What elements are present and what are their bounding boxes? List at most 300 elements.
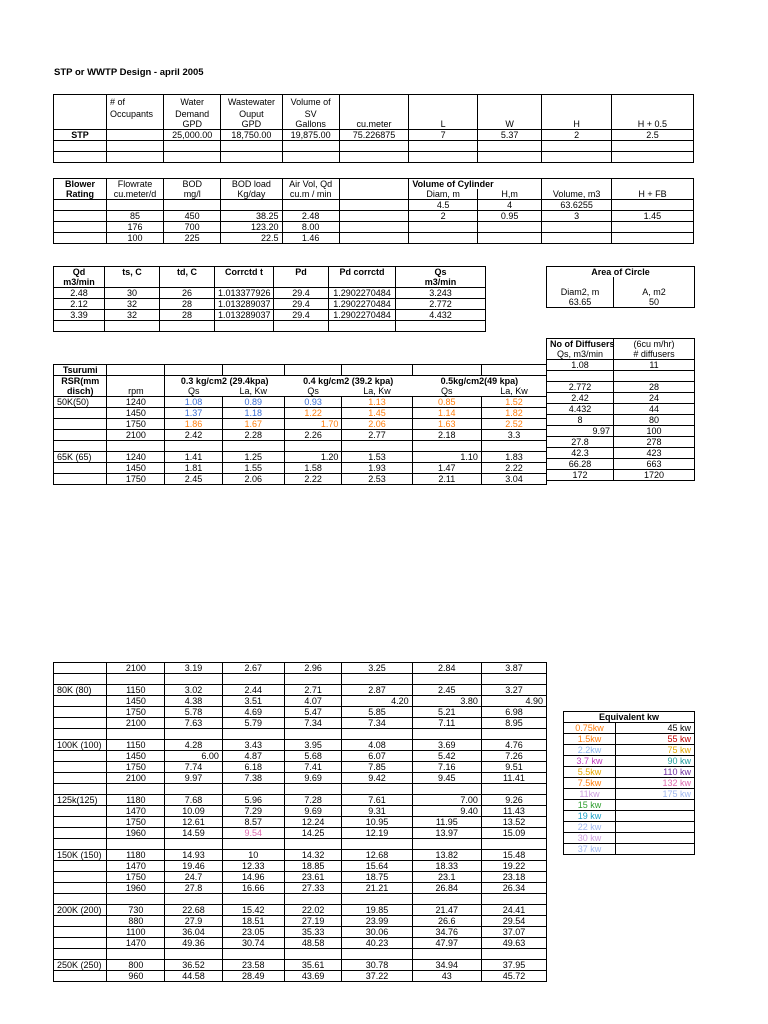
table-cell: m3/min	[396, 277, 486, 288]
table-cell: 1470	[107, 938, 165, 949]
table-cell	[284, 674, 342, 685]
table-cell	[54, 817, 107, 828]
table-cell: 29.4	[274, 310, 329, 321]
table-cell: Rating	[54, 189, 107, 200]
table-cell: 1.63	[412, 419, 481, 430]
table-cell: ts, C	[105, 267, 160, 278]
table-cell: 0.5kg/cm2(49 kpa)	[412, 376, 546, 387]
table-cell: 3.27	[481, 685, 546, 696]
table-cell: Qd	[54, 267, 105, 278]
table-row	[54, 751, 547, 762]
table-cell	[165, 674, 223, 685]
table-cell: STP	[54, 129, 107, 140]
table-cell: 2.96	[284, 663, 342, 674]
table-cell	[409, 109, 478, 119]
table-cell: 2	[409, 211, 478, 222]
table-cell	[614, 371, 695, 382]
table-cell: 4.87	[222, 751, 284, 762]
diffuser-header-row	[547, 349, 695, 360]
table-cell: 1.52	[481, 397, 546, 408]
tsurumi-continued-table	[53, 662, 547, 982]
table-cell: 12.24	[284, 817, 342, 828]
table-row	[54, 740, 547, 751]
table-cell: 1750	[107, 872, 165, 883]
table-cell: 49.36	[165, 938, 223, 949]
table-cell: 9.69	[284, 773, 342, 784]
equivalent-kw-table	[563, 711, 695, 855]
table-cell: 278	[614, 437, 695, 448]
table-cell: 1450	[107, 751, 165, 762]
table-cell: 28	[160, 299, 215, 310]
table-cell: 5.37	[477, 129, 541, 140]
table-cell: 2.71	[284, 685, 342, 696]
table-cell: 3.69	[412, 740, 481, 751]
table-cell: 15.64	[342, 861, 412, 872]
table-cell: 2100	[107, 718, 165, 729]
table-cell: 80K (80)	[54, 685, 107, 696]
table-cell: 1450	[107, 463, 165, 474]
table-cell: 3.04	[481, 474, 546, 485]
table-cell: 1.93	[342, 463, 412, 474]
table-cell: 5.47	[284, 707, 342, 718]
table-cell: H,m	[477, 189, 541, 200]
table-cell	[54, 861, 107, 872]
table-cell: 8.00	[282, 222, 339, 233]
table-cell	[54, 419, 107, 430]
table-cell: 75.226875	[339, 129, 409, 140]
table-cell: 7.34	[342, 718, 412, 729]
diffuser-header-row	[547, 339, 695, 350]
table-cell: 66.28	[547, 459, 614, 470]
table-cell: 4.07	[284, 696, 342, 707]
table-cell	[409, 222, 478, 233]
table-cell	[339, 140, 409, 151]
table-cell	[107, 894, 165, 905]
blank-row	[547, 328, 695, 339]
table-cell	[54, 971, 107, 982]
table-cell	[481, 894, 546, 905]
table-cell: 35.33	[284, 927, 342, 938]
table-cell: 4.20	[342, 696, 412, 707]
table-cell: 22.02	[284, 905, 342, 916]
table-cell: W	[477, 119, 541, 130]
table-cell: 1.08	[165, 397, 223, 408]
table-cell	[54, 751, 107, 762]
table-cell	[339, 95, 409, 109]
table-cell: 6.98	[481, 707, 546, 718]
table-cell: 38.25	[221, 211, 282, 222]
table-cell: 23.1	[412, 872, 481, 883]
table-cell: 9.45	[412, 773, 481, 784]
table-cell	[542, 151, 612, 162]
stp-data-row	[54, 129, 694, 140]
table-cell: 1.5kw	[564, 734, 616, 745]
table-cell: 18.33	[412, 861, 481, 872]
table-cell: 12.68	[342, 850, 412, 861]
table-cell	[616, 811, 695, 822]
table-cell: 0.4 kg/cm2 (39.2 kpa)	[284, 376, 412, 387]
equiv-header-row	[564, 712, 695, 723]
table-cell: 14.32	[284, 850, 342, 861]
table-cell: 200K (200)	[54, 905, 107, 916]
table-cell	[412, 784, 481, 795]
circle-header-row	[547, 287, 695, 297]
table-cell: 14.25	[284, 828, 342, 839]
table-cell: 10.09	[165, 806, 223, 817]
blank-row	[54, 729, 547, 740]
table-cell: 42.3	[547, 448, 614, 459]
table-cell	[611, 109, 693, 119]
table-cell	[54, 233, 107, 244]
table-cell: 37.95	[481, 960, 546, 971]
table-cell: 1960	[107, 828, 165, 839]
table-cell	[284, 949, 342, 960]
table-cell	[54, 839, 107, 850]
table-cell	[409, 151, 478, 162]
table-cell: GPD	[164, 119, 221, 130]
table-cell: Qs	[284, 386, 342, 397]
table-cell	[54, 663, 107, 674]
table-cell: L	[409, 119, 478, 130]
table-cell	[342, 784, 412, 795]
table-row	[54, 916, 547, 927]
table-cell: 1.25	[222, 452, 284, 463]
table-cell: 44.58	[165, 971, 223, 982]
table-cell	[222, 729, 284, 740]
table-cell: 7.63	[165, 718, 223, 729]
table-cell	[342, 839, 412, 850]
table-cell	[164, 151, 221, 162]
table-cell	[107, 949, 165, 960]
table-cell	[282, 200, 339, 211]
table-cell: 3.3	[481, 430, 546, 441]
tsurumi-blower-table	[53, 364, 547, 485]
table-cell: 4.28	[165, 740, 223, 751]
table-cell: 1100	[107, 927, 165, 938]
table-cell: 7.29	[222, 806, 284, 817]
table-cell: cu.m / min	[282, 189, 339, 200]
table-cell: 7.68	[165, 795, 223, 806]
table-cell	[164, 200, 221, 211]
table-cell	[54, 916, 107, 927]
table-cell: 123.20	[221, 222, 282, 233]
table-cell	[284, 784, 342, 795]
table-cell	[616, 833, 695, 844]
stp-header-row	[54, 119, 694, 130]
table-cell: rpm	[107, 386, 165, 397]
table-cell: 7.38	[222, 773, 284, 784]
table-cell: 0.95	[477, 211, 541, 222]
table-cell: 15.48	[481, 850, 546, 861]
table-cell: # diffusers	[614, 349, 695, 360]
table-cell	[477, 109, 541, 119]
equiv-row	[564, 789, 695, 800]
table-cell: 2.12	[54, 299, 105, 310]
table-cell	[105, 321, 160, 332]
table-cell	[329, 277, 396, 288]
table-cell: 2.22	[481, 463, 546, 474]
blank-row	[547, 318, 695, 328]
table-cell: La, Kw	[222, 386, 284, 397]
diffuser-row	[547, 470, 695, 481]
stp-header-row	[54, 109, 694, 119]
table-cell: 24	[614, 393, 695, 404]
table-cell: 44	[614, 404, 695, 415]
table-row	[54, 685, 547, 696]
table-cell: 1.53	[342, 452, 412, 463]
table-cell: 30.78	[342, 960, 412, 971]
table-cell: 2.67	[222, 663, 284, 674]
table-cell: Gallons	[282, 119, 339, 130]
table-cell: Wastewater	[221, 95, 282, 109]
table-row	[54, 397, 547, 408]
table-cell	[611, 233, 693, 244]
table-cell: 11.95	[412, 817, 481, 828]
table-cell: 1.70	[284, 419, 342, 430]
table-cell	[614, 308, 695, 319]
table-cell	[342, 441, 412, 452]
table-cell: 3.51	[222, 696, 284, 707]
table-cell: 0.75kw	[564, 723, 616, 734]
table-cell: 28	[160, 310, 215, 321]
table-cell: 23.18	[481, 872, 546, 883]
table-cell: 1.2902270484	[329, 310, 396, 321]
table-cell: 30.74	[222, 938, 284, 949]
table-cell: 100	[614, 426, 695, 437]
table-cell: La, Kw	[481, 386, 546, 397]
equiv-row	[564, 756, 695, 767]
table-cell: 5.42	[412, 751, 481, 762]
table-cell	[54, 718, 107, 729]
table-row	[54, 971, 547, 982]
table-cell: 0.93	[284, 397, 342, 408]
table-row	[54, 905, 547, 916]
area-of-circle-table	[546, 266, 695, 481]
table-cell	[614, 328, 695, 339]
table-cell: 1.86	[165, 419, 223, 430]
table-cell	[547, 277, 614, 287]
table-cell	[54, 441, 107, 452]
table-cell	[107, 839, 165, 850]
table-cell: 22.68	[165, 905, 223, 916]
table-cell	[274, 277, 329, 288]
equiv-row	[564, 822, 695, 833]
table-cell	[221, 151, 282, 162]
table-cell: 2.53	[342, 474, 412, 485]
table-cell: 2.06	[342, 419, 412, 430]
table-cell	[412, 949, 481, 960]
table-cell: 12.33	[222, 861, 284, 872]
table-cell: 8.57	[222, 817, 284, 828]
table-row	[54, 817, 547, 828]
table-cell	[284, 365, 342, 376]
table-cell	[222, 839, 284, 850]
table-cell: 2.87	[342, 685, 412, 696]
table-cell: 1450	[107, 408, 165, 419]
table-cell: 1.47	[412, 463, 481, 474]
table-cell: 6.07	[342, 751, 412, 762]
table-cell	[409, 140, 478, 151]
table-cell	[284, 839, 342, 850]
table-cell: No of Diffusers	[547, 339, 614, 350]
diffuser-row	[547, 459, 695, 470]
table-cell: 1750	[107, 419, 165, 430]
table-cell	[481, 674, 546, 685]
tsurumi-header-row	[54, 376, 547, 387]
table-cell: cu.meter/d	[106, 189, 163, 200]
table-cell: 21.21	[342, 883, 412, 894]
blank-row	[54, 140, 694, 151]
table-cell: H + FB	[611, 189, 693, 200]
table-cell: 3	[542, 211, 612, 222]
table-cell: 1.37	[165, 408, 223, 419]
table-cell	[107, 674, 165, 685]
table-cell	[481, 729, 546, 740]
blower-data-row	[54, 200, 694, 211]
table-cell: 7.74	[165, 762, 223, 773]
table-cell: 63.6255	[542, 200, 612, 211]
table-cell: 35.61	[284, 960, 342, 971]
table-cell: 2.772	[396, 299, 486, 310]
table-cell	[481, 784, 546, 795]
table-cell: 1.67	[222, 419, 284, 430]
table-cell	[412, 365, 481, 376]
table-cell: 9.31	[342, 806, 412, 817]
table-row	[54, 718, 547, 729]
table-cell	[54, 938, 107, 949]
table-cell: 4.432	[396, 310, 486, 321]
table-cell: 2.06	[222, 474, 284, 485]
table-cell: 12.19	[342, 828, 412, 839]
table-cell	[611, 95, 693, 109]
table-cell: Area of Circle	[547, 267, 695, 278]
circle-header-row	[547, 267, 695, 278]
table-cell: 2.5	[611, 129, 693, 140]
table-cell: 8.95	[481, 718, 546, 729]
table-row	[54, 452, 547, 463]
table-cell: 7.11	[412, 718, 481, 729]
table-cell: 9.54	[222, 828, 284, 839]
table-cell	[412, 674, 481, 685]
table-cell: 5.68	[284, 751, 342, 762]
table-cell	[107, 729, 165, 740]
diffuser-row	[547, 393, 695, 404]
table-cell	[477, 151, 541, 162]
table-cell: 14.59	[165, 828, 223, 839]
table-cell: 2.52	[481, 419, 546, 430]
table-cell: 2.28	[222, 430, 284, 441]
table-cell: 49.63	[481, 938, 546, 949]
table-cell	[215, 321, 274, 332]
table-cell: BOD load	[221, 179, 282, 190]
table-row	[54, 927, 547, 938]
table-cell: 3.43	[222, 740, 284, 751]
table-cell: Qs	[396, 267, 486, 278]
table-cell	[222, 365, 284, 376]
table-cell: A, m2	[614, 287, 695, 297]
table-cell: 32	[105, 310, 160, 321]
table-cell	[547, 371, 614, 382]
table-cell: 9.97	[165, 773, 223, 784]
table-cell: 37.22	[342, 971, 412, 982]
table-cell: 21.47	[412, 905, 481, 916]
table-cell	[329, 321, 396, 332]
table-cell: 22 kw	[564, 822, 616, 833]
table-cell: 75 kw	[616, 745, 695, 756]
table-cell	[477, 95, 541, 109]
table-cell: Kg/day	[221, 189, 282, 200]
table-cell: 48.58	[284, 938, 342, 949]
blank-row	[547, 277, 695, 287]
table-row	[54, 762, 547, 773]
table-cell: 1470	[107, 806, 165, 817]
equiv-row	[564, 800, 695, 811]
table-cell: 3.39	[54, 310, 105, 321]
table-cell: 27.8	[165, 883, 223, 894]
table-cell: Qs, m3/min	[547, 349, 614, 360]
stp-header-row	[54, 95, 694, 109]
table-row	[54, 773, 547, 784]
table-cell: Pd	[274, 267, 329, 278]
table-cell: 4.38	[165, 696, 223, 707]
table-cell	[481, 441, 546, 452]
table-cell: Qs	[165, 386, 223, 397]
table-cell: 37.07	[481, 927, 546, 938]
table-cell: 55 kw	[616, 734, 695, 745]
table-cell	[616, 800, 695, 811]
table-cell: 2.48	[54, 288, 105, 299]
table-cell: 1470	[107, 861, 165, 872]
table-cell: 37 kw	[564, 844, 616, 855]
table-cell: 23.61	[284, 872, 342, 883]
table-cell	[542, 95, 612, 109]
table-cell: 9.42	[342, 773, 412, 784]
table-cell: 2100	[107, 430, 165, 441]
diffuser-row	[547, 448, 695, 459]
table-cell	[221, 140, 282, 151]
table-cell	[477, 233, 541, 244]
table-cell: 0.85	[412, 397, 481, 408]
table-cell: 1750	[107, 817, 165, 828]
table-cell	[284, 729, 342, 740]
table-cell: 9.97	[547, 426, 614, 437]
table-cell: 15.42	[222, 905, 284, 916]
table-cell	[547, 318, 614, 328]
table-cell: 960	[107, 971, 165, 982]
table-cell: 2.42	[165, 430, 223, 441]
equiv-row	[564, 767, 695, 778]
table-cell	[542, 140, 612, 151]
table-cell: 1960	[107, 883, 165, 894]
circle-data-row	[547, 297, 695, 308]
table-cell	[282, 140, 339, 151]
table-cell: 1.2902270484	[329, 299, 396, 310]
table-row	[54, 663, 547, 674]
table-cell: 3.87	[481, 663, 546, 674]
table-cell: Ouput	[221, 109, 282, 119]
table-cell: 15.09	[481, 828, 546, 839]
table-cell: 730	[107, 905, 165, 916]
table-cell: 80	[614, 415, 695, 426]
table-cell: 2.48	[282, 211, 339, 222]
blank-row	[54, 321, 486, 332]
table-cell	[481, 949, 546, 960]
table-cell	[107, 376, 165, 387]
table-cell	[54, 408, 107, 419]
table-cell: 26.34	[481, 883, 546, 894]
table-cell: # of	[106, 95, 163, 109]
table-cell: 28.49	[222, 971, 284, 982]
